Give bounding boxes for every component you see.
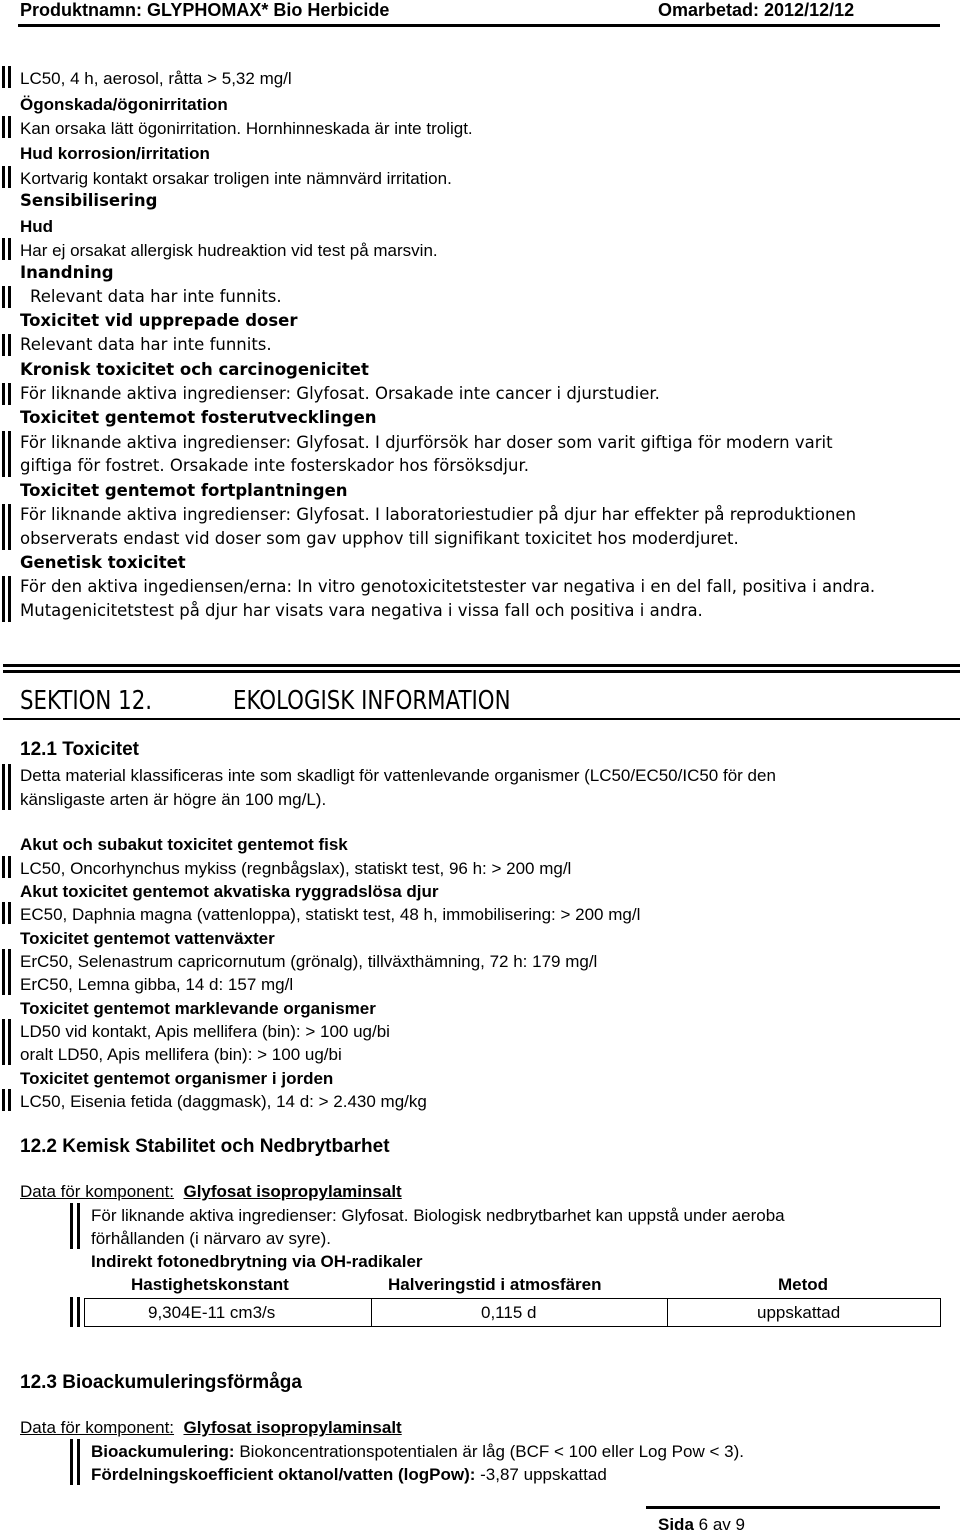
revision-bar (2, 902, 5, 924)
fish-text: LC50, Oncorhynchus mykiss (regnbågslax), statiskt test, 96 h: > 200 mg/l (20, 859, 572, 878)
soil-heading: Toxicitet gentemot organismer i jorden (20, 1069, 334, 1088)
photodegradation-heading: Indirekt fotonedbrytning via OH-radikaler (91, 1252, 423, 1271)
section-title: EKOLOGISK INFORMATION (233, 686, 511, 716)
revision-bar (2, 431, 5, 477)
toxicity-heading: 12.1 Toxicitet (20, 739, 139, 760)
chronic-heading: Kronisk toxicitet och carcinogenicitet (20, 360, 369, 379)
component-line (20, 1419, 402, 1436)
revision-bar (77, 1297, 80, 1327)
biodegradability-text-2: förhållanden (i närvaro av syre). (91, 1229, 332, 1248)
revision-bar (2, 504, 5, 550)
revision-bar (8, 238, 11, 260)
revision-bar (8, 764, 11, 810)
revision-bar (8, 576, 11, 622)
table-cell-border (84, 1298, 85, 1327)
ground-organisms-text-2: oralt LD50, Apis mellifera (bin): > 100 ug/bi (20, 1045, 342, 1064)
partition-label: Fördelningskoefficient oktanol/vatten (logPow): (91, 1465, 476, 1484)
section-top-rule (3, 664, 960, 667)
table-cell-border (940, 1298, 941, 1327)
section-number: SEKTION 12. (20, 686, 153, 716)
fertility-heading: Toxicitet gentemot fortplantningen (20, 481, 348, 500)
table-cell-method: uppskattad (757, 1303, 841, 1322)
bioaccumulation-label: Bioackumulering: (91, 1442, 235, 1461)
revision-bar (8, 504, 11, 550)
revision-bar (2, 949, 5, 995)
chronic-text: För liknande aktiva ingredienser: Glyfosat. Orsakade inte cancer i djurstudier. (20, 384, 660, 403)
bioaccumulation-line (91, 1443, 744, 1460)
revision-bar (8, 166, 11, 188)
revision-bar (2, 856, 5, 878)
revision-bar (8, 949, 11, 995)
fertility-text-1: För liknande aktiva ingredienser: Glyfosat. I laboratoriestudier på djur har effekter på reproduktionen (20, 505, 857, 524)
page-count: 6 av 9 (698, 1515, 745, 1534)
genetic-heading: Genetisk toxicitet (20, 553, 186, 572)
revision-bar (2, 116, 5, 138)
revision-bar (2, 238, 5, 260)
page-label: Sida (658, 1515, 694, 1534)
skin-sens-heading: Hud (20, 217, 54, 236)
bioaccumulation-heading: 12.3 Bioackumuleringsförmåga (20, 1372, 302, 1393)
biodegradability-text-1: För liknande aktiva ingredienser: Glyfosat. Biologisk nedbrytbarhet kan uppstå under aeroba (91, 1206, 785, 1225)
ground-organisms-text-1: LD50 vid kontakt, Apis mellifera (bin): > 100 ug/bi (20, 1022, 390, 1041)
genetic-text-2: Mutagenicitetstest på djur har visats vara negativa i vissa fall och positiva i andra. (20, 601, 703, 620)
plant-text-2: ErC50, Lemna gibba, 14 d: 157 mg/l (20, 975, 294, 994)
table-top-border (84, 1298, 940, 1299)
inhalation-text: Relevant data har inte funnits. (30, 287, 282, 306)
sensitization-heading: Sensibilisering (20, 191, 158, 210)
revision-bar (8, 334, 11, 356)
stability-heading: 12.2 Kemisk Stabilitet och Nedbrytbarhet (20, 1136, 390, 1157)
revision-bar (8, 116, 11, 138)
revision-bar (2, 166, 5, 188)
revision-bar (77, 1439, 80, 1485)
fertility-text-2: observerats endast vid doser som gav upphov till signifikant toxicitet hos moderdjuret. (20, 529, 739, 548)
revision-bar (70, 1439, 73, 1485)
partition-text: -3,87 uppskattad (480, 1465, 607, 1484)
repeated-dose-text: Relevant data har inte funnits. (20, 335, 272, 354)
revision-bar (8, 383, 11, 405)
revision-bar (2, 1089, 5, 1111)
inhalation-heading: Inandning (20, 263, 114, 282)
skin-sens-text: Har ej orsakat allergisk hudreaktion vid test på marsvin. (20, 241, 438, 260)
revision-bar (2, 334, 5, 356)
soil-text: LC50, Eisenia fetida (daggmask), 14 d: > 2.430 mg/kg (20, 1092, 427, 1111)
footer-rule (646, 1506, 940, 1509)
bioaccumulation-text: Biokoncentrationspotentialen är låg (BCF < 100 eller Log Pow < 3). (239, 1442, 744, 1461)
revision-bar (2, 1019, 5, 1065)
revision-bar (70, 1297, 73, 1327)
revision-bar (2, 286, 5, 308)
genetic-text-1: För den aktiva ingediensen/erna: In vitro genotoxicitetstester var negativa i en del fall, positiva i andra. (20, 577, 876, 596)
revision-bar (70, 1203, 73, 1249)
invertebrate-text: EC50, Daphnia magna (vattenloppa), statiskt test, 48 h, immobilisering: > 200 mg/l (20, 905, 641, 924)
table-cell-border (371, 1298, 372, 1327)
revision-bar (77, 1203, 80, 1249)
developmental-text-2: giftiga för fostret. Orsakade inte fosterskador hos försöksdjur. (20, 456, 529, 475)
revision-bar (8, 1089, 11, 1111)
revision-bar (2, 764, 5, 810)
component-name: Glyfosat isopropylaminsalt (183, 1182, 402, 1201)
page-number (658, 1516, 745, 1533)
revision-bar (8, 1019, 11, 1065)
table-header-halflife: Halveringstid i atmosfären (388, 1275, 602, 1294)
developmental-heading: Toxicitet gentemot fosterutvecklingen (20, 408, 377, 427)
revision-date: Omarbetad: 2012/12/12 (658, 0, 855, 20)
classification-text-1: Detta material klassificeras inte som skadligt för vattenlevande organismer (LC50/EC50/IC50 för den (20, 766, 776, 785)
skin-text: Kortvarig kontakt orsakar troligen inte nämnvärd irritation. (20, 169, 452, 188)
revision-bar (8, 66, 11, 88)
eye-text: Kan orsaka lätt ögonirritation. Hornhinneskada är inte troligt. (20, 119, 473, 138)
table-header-method: Metod (778, 1275, 829, 1294)
ground-organisms-heading: Toxicitet gentemot marklevande organismer (20, 999, 376, 1018)
revision-bar (2, 66, 5, 88)
eye-heading: Ögonskada/ögonirritation (20, 95, 228, 114)
revision-bar (2, 576, 5, 622)
table-bottom-border (84, 1326, 940, 1327)
component-line (20, 1183, 402, 1200)
revision-bar (2, 383, 5, 405)
product-name: Produktnamn: GLYPHOMAX* Bio Herbicide (20, 0, 390, 20)
table-cell-border (667, 1298, 668, 1327)
invertebrate-heading: Akut toxicitet gentemot akvatiska ryggradslösa djur (20, 882, 439, 901)
revision-bar (8, 902, 11, 924)
component-label: Data för komponent: (20, 1182, 175, 1201)
section-bottom-rule (3, 718, 960, 720)
table-cell-halflife: 0,115 d (481, 1303, 537, 1322)
table-cell-rate: 9,304E-11 cm3/s (148, 1303, 276, 1322)
revision-bar (8, 431, 11, 477)
table-header-rate: Hastighetskonstant (131, 1275, 289, 1294)
lc50-aerosol-text: LC50, 4 h, aerosol, råtta > 5,32 mg/l (20, 69, 292, 88)
component-name: Glyfosat isopropylaminsalt (183, 1418, 402, 1437)
plant-heading: Toxicitet gentemot vattenväxter (20, 929, 275, 948)
partition-line (91, 1466, 607, 1483)
skin-heading: Hud korrosion/irritation (20, 144, 210, 163)
header-rule (18, 24, 940, 27)
classification-text-2: känsligaste arten är högre än 100 mg/L). (20, 790, 327, 809)
section-top-rule (3, 670, 960, 673)
fish-heading: Akut och subakut toxicitet gentemot fisk (20, 835, 348, 854)
repeated-dose-heading: Toxicitet vid upprepade doser (20, 311, 298, 330)
revision-bar (8, 286, 11, 308)
plant-text-1: ErC50, Selenastrum capricornutum (grönalg), tillväxthämning, 72 h: 179 mg/l (20, 952, 598, 971)
component-label: Data för komponent: (20, 1418, 175, 1437)
developmental-text-1: För liknande aktiva ingredienser: Glyfosat. I djurförsök har doser som varit giftiga för modern varit (20, 433, 833, 452)
revision-bar (8, 856, 11, 878)
